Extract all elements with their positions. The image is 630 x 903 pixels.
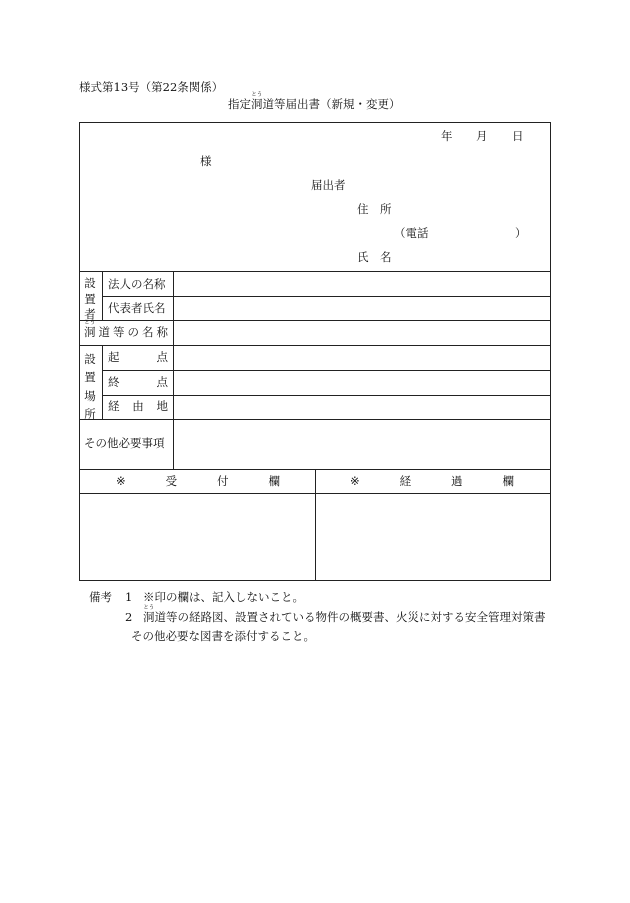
installer-char: 設	[84, 276, 96, 290]
other-items-label: その他必要事項	[84, 436, 165, 450]
tunnel-label-char: 道	[98, 325, 110, 339]
tunnel-label-char: 等	[113, 325, 125, 339]
rule-tunnel-top	[79, 320, 551, 321]
rule-top-block	[79, 271, 551, 272]
title-ruby	[251, 92, 263, 111]
rule-location-mid2	[102, 395, 551, 396]
note-1-number: 1	[125, 590, 133, 604]
start-char: 点	[156, 350, 168, 364]
location-group-label	[83, 350, 97, 424]
installer-char: 置	[84, 291, 96, 306]
note-2-line2: その他必要な図書を添付すること。	[131, 629, 315, 643]
rule-reception-split	[315, 469, 316, 581]
title-ruby-base: 洞	[251, 97, 263, 111]
progress-char: 経	[399, 474, 412, 488]
via-char: 地	[156, 399, 168, 413]
reception-char: ※	[116, 474, 126, 488]
tunnel-label-char: 称	[156, 325, 168, 339]
installer-char: 者	[84, 307, 96, 322]
note-2-rest: 道等の経路図、設置されている物件の概要書、火災に対する安全管理対策書	[154, 610, 546, 624]
via-char: 経	[108, 399, 120, 413]
date-year: 年	[441, 129, 453, 143]
end-char: 終	[108, 375, 120, 389]
reception-char: 付	[217, 474, 229, 488]
name-label: 氏 名	[357, 250, 392, 264]
location-char: 設	[84, 352, 96, 366]
via-char: 由	[132, 399, 144, 413]
note-2-number: 2	[125, 610, 133, 624]
phone-open: （電話	[394, 226, 429, 240]
title-ruby-text: とう	[251, 92, 263, 98]
note-2-text	[143, 605, 546, 624]
location-char: 所	[84, 407, 96, 422]
rule-location-top	[79, 345, 551, 346]
notifier-label: 届出者	[311, 178, 346, 192]
progress-char: 欄	[502, 474, 514, 488]
notes-heading: 備考	[89, 590, 112, 604]
rule-location-mid1	[102, 370, 551, 371]
via-label	[108, 401, 168, 413]
rep-name-label: 代表者氏名	[108, 301, 166, 315]
addressee-suffix: 様	[200, 154, 212, 168]
tunnel-ruby	[84, 320, 96, 339]
date-month: 月	[476, 129, 488, 143]
form-number: 様式第13号（第22条関係）	[79, 80, 224, 94]
note-2-ruby-base: 洞	[143, 610, 155, 624]
start-char: 起	[108, 350, 120, 364]
rule-label-column	[173, 271, 174, 469]
tunnel-ruby-text: とう	[84, 320, 96, 326]
location-char: 置	[84, 370, 96, 385]
location-char: 場	[84, 388, 96, 403]
note-1-text: ※印の欄は、記入しないこと。	[143, 590, 304, 604]
date-day: 日	[512, 129, 524, 143]
start-point-label	[108, 352, 168, 364]
reception-char: 欄	[268, 474, 280, 488]
tunnel-label-char: 名	[142, 325, 154, 339]
progress-char: ※	[350, 474, 360, 488]
title-post: 道等届出書（新規・変更）	[262, 97, 401, 111]
end-char: 点	[156, 375, 168, 389]
rule-other-top	[79, 419, 551, 420]
tunnel-label-char: の	[127, 325, 139, 339]
page-title	[228, 92, 401, 111]
reception-header	[116, 476, 280, 488]
phone-close: ）	[515, 226, 527, 240]
title-pre: 指定	[228, 97, 251, 111]
note-2-ruby	[143, 605, 155, 624]
end-point-label	[108, 377, 168, 389]
corp-name-label: 法人の名称	[108, 277, 166, 291]
reception-char: 受	[165, 474, 178, 488]
rule-installer-group	[102, 271, 103, 320]
progress-char: 過	[451, 474, 463, 488]
tunnel-ruby-base: 洞	[84, 325, 96, 339]
progress-header	[350, 476, 514, 488]
installer-group-label	[83, 276, 97, 323]
rule-location-group	[102, 345, 103, 419]
note-2-ruby-text: とう	[143, 605, 155, 611]
tunnel-name-label	[84, 320, 168, 339]
address-label: 住 所	[357, 202, 392, 216]
rule-installer-mid	[102, 296, 551, 297]
